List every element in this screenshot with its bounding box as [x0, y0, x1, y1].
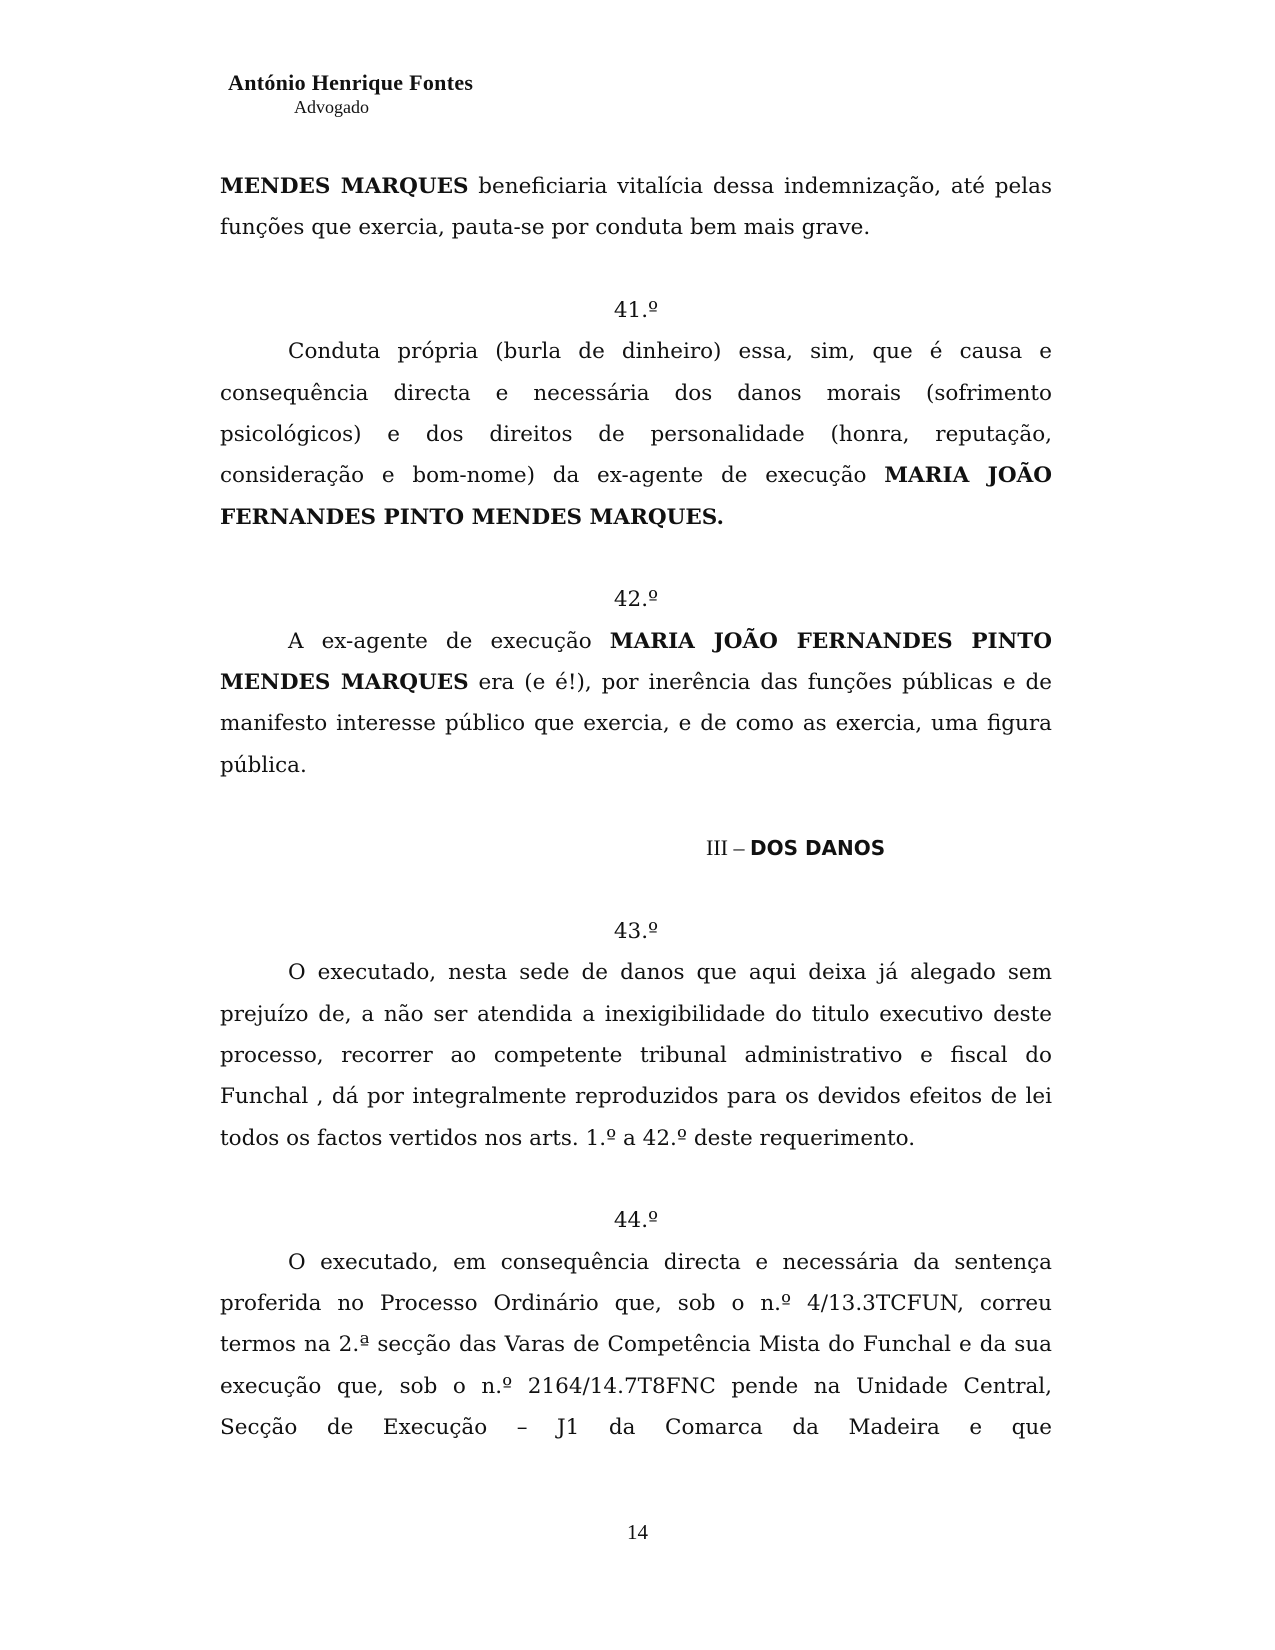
article-41-text: [220, 331, 1052, 538]
section-prefix: III –: [706, 835, 750, 861]
bold-name: MENDES MARQUES: [220, 174, 469, 199]
spacer: [220, 870, 1052, 911]
article-44-text: O executado, em consequência directa e necessária da sentença proferida no Processo Ordinário que, sob o n.º 4/13.3TCFUN, correu termos na 2.ª secção das Varas de Competência Mista do Funchal e da sua execução que, sob o n.º 2164/14.7T8FNC pende na Unidade Central, Secção de Execução – J1 da Comarca da Madeira e que: [220, 1249, 1052, 1441]
bold-name: MARIA JOÃO FERNANDES PINTO MENDES MARQUES: [220, 628, 1052, 696]
letterhead: [228, 70, 473, 118]
article-42-text: [220, 621, 1052, 787]
paragraph-text: era (e é!), por inerência das funções públicas e de manifesto interesse público que exercia, e de como as exercia, uma figura pública.: [220, 670, 1052, 778]
paragraph-text: A ex-agente de execução: [288, 628, 610, 654]
paragraph-40-continuation: [220, 166, 1052, 249]
article-number-44: 44.º: [613, 1208, 659, 1234]
article-number-43: 43.º: [613, 918, 659, 944]
paragraph-text: beneficiaria vitalícia dessa indemnização, até pelas funções que exercia, pauta-se por conduta bem mais grave.: [220, 174, 1053, 241]
article-43-text: O executado, nesta sede de danos que aqui deixa já alegado sem prejuízo de, a não ser atendida a inexigibilidade do titulo executivo deste processo, recorrer ao competente tribunal administrativo e fiscal do Funchal , dá por integralmente reproduzidos para os devidos efeitos de lei todos os factos vertidos nos arts. 1.º a 42.º deste requerimento.: [220, 960, 1052, 1151]
spacer: [220, 786, 1052, 827]
lawyer-name: António Henrique Fontes: [228, 70, 474, 95]
section-title: DOS DANOS: [749, 836, 886, 861]
page-number: 14: [627, 1520, 648, 1544]
article-number-41: 41.º: [613, 297, 659, 323]
document-body: [220, 166, 1052, 1449]
paragraph-text: Conduta própria (burla de dinheiro) essa, sim, que é causa e consequência directa e necessária dos danos morais (sofrimento psicológicos) e dos direitos de personalidade (honra, reputação, consideração e bom-nome) da ex-agente de execução: [220, 339, 1052, 489]
article-number-42: 42.º: [613, 587, 659, 613]
spacer: [220, 538, 1052, 579]
bold-name: MARIA JOÃO FERNANDES PINTO MENDES MARQUES.: [220, 463, 1052, 530]
lawyer-title: Advogado: [294, 97, 369, 117]
spacer: [220, 1159, 1052, 1200]
spacer: [220, 249, 1052, 290]
section-heading: [220, 827, 1052, 869]
